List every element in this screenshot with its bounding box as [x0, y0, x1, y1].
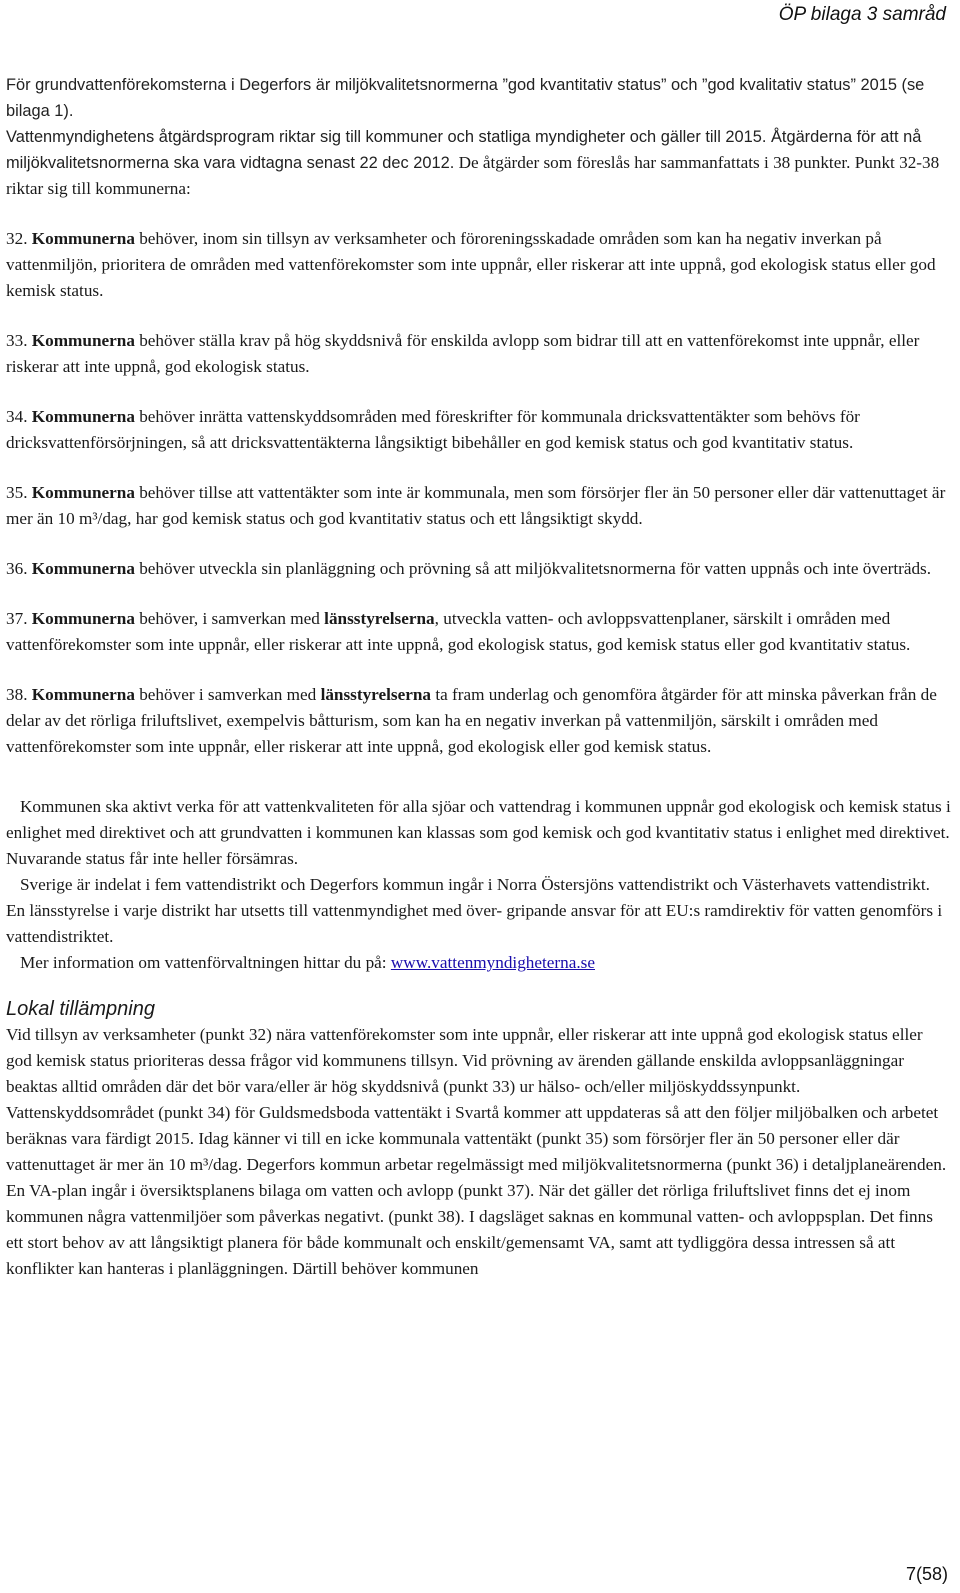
item-text: behöver tillse att vattentäkter som inte är kommunala, men som försörjer fler än 50 personer eller där vattenuttaget är mer än 10 m³/dag, har god kemisk status och god kvantitativ status och ett långsiktigt skydd.	[6, 483, 946, 528]
item-35	[6, 480, 952, 532]
body-paragraph-1: Kommunen ska aktivt verka för att vattenkvaliteten för alla sjöar och vattendrag i kommunen uppnår god ekologisk och kemisk status i enlighet med direktivet och att grundvatten i kommunen kan klassas som god kemisk och god kvantitativ status i enlighet med direktivet. Nuvarande status får inte heller försämras.	[6, 797, 951, 868]
item-actor: Kommunerna	[31, 559, 135, 578]
item-number: 36.	[6, 559, 28, 578]
section-heading: Lokal tillämpning	[6, 998, 155, 1020]
item-number: 38.	[6, 685, 28, 704]
item-37	[6, 606, 952, 658]
item-32	[6, 226, 952, 304]
item-text: behöver inrätta vattenskyddsområden med föreskrifter för kommunala dricksvattentäkter som behövs för dricksvattenförsörjningen, så att dricksvattentäkterna långsiktigt bibehåller en god kemisk status och god kvantitativ status.	[6, 407, 860, 452]
intro-paragraph-1: För grundvattenförekomsterna i Degerfors är miljökvalitetsnormerna ”god kvantitativ status” och ”god kvalitativ status” 2015 (se bilaga 1).	[6, 76, 925, 120]
item-text-cont: , utveckla vatten- och avloppsvattenplaner, särskilt i områden med vattenförekomster som inte uppnår, eller riskerar att inte uppnå, god ekologisk status, god kemisk status eller god kvantitativ status.	[6, 609, 911, 654]
item-text: behöver i samverkan med	[134, 685, 321, 704]
item-34	[6, 404, 952, 456]
item-number: 37.	[6, 609, 28, 628]
item-text: behöver utveckla sin planläggning och prövning så att miljökvalitetsnormerna för vatten uppnås och inte överträds.	[134, 559, 932, 578]
more-info-text: Mer information om vattenförvaltningen hittar du på:	[20, 953, 391, 972]
item-number: 35.	[6, 483, 28, 502]
body-paragraph-3	[6, 950, 952, 976]
item-actor: Kommunerna	[31, 685, 135, 704]
item-actor-secondary: länsstyrelserna	[324, 609, 435, 628]
page-number: 7(58)	[905, 1564, 948, 1584]
section-paragraph: Vid tillsyn av verksamheter (punkt 32) nära vattenförekomster som inte uppnår, eller riskerar att inte uppnå god ekologisk status eller god kemisk status prioriteras dessa frågor vid kommunens tillsyn. Vid prövning av ärenden gällande enskilda avloppsanläggningar beaktas alltid områden där det bör vara/eller är hög skyddsnivå (punkt 33) ur hälso- och/eller miljöskyddssynpunkt. Vattenskyddsområdet (punkt 34) för Guldsmedsboda vattentäkt i Svartå kommer att uppdateras så att den följer miljöbalken och arbetet beräknas vara färdigt 2015. Idag känner vi till en icke kommunala vattentäkt (punkt 35) som försörjer fler än 50 personer eller där vattenuttaget är mer än 10 m³/dag. Degerfors kommun arbetar regelmässigt med miljökvalitetsnormerna (punkt 36) i detaljplaneärenden. En VA-plan ingår i översiktsplanens bilaga om vatten och avlopp (punkt 37). När det gäller det rörliga friluftslivet finns det ej inom kommunen några vattenmiljöer som påverkas negativt. (punkt 38). I dagsläget saknas en kommunal vatten- och avloppsplan. Det finns ett stort behov av att långsiktigt planera för både kommunalt och enskilt/gemensamt VA, samt att tydliggöra dessa intressen så att konflikter kan hanteras i planläggningen. Därtill behöver kommunen	[6, 1025, 947, 1278]
item-actor: Kommunerna	[31, 331, 135, 350]
item-36	[6, 556, 952, 582]
item-number: 34.	[6, 407, 28, 426]
item-actor-secondary: länsstyrelserna	[320, 685, 432, 704]
document-header-title: ÖP bilaga 3 samråd	[778, 4, 946, 25]
item-actor: Kommunerna	[31, 609, 135, 628]
item-text: behöver, i samverkan med	[134, 609, 325, 628]
item-number: 32.	[6, 229, 28, 248]
item-actor: Kommunerna	[31, 229, 135, 248]
item-number: 33.	[6, 331, 28, 350]
item-actor: Kommunerna	[31, 407, 135, 426]
vattenmyndigheterna-link[interactable]: www.vattenmyndigheterna.se	[390, 953, 595, 972]
item-text: behöver, inom sin tillsyn av verksamheter och föroreningsskadade områden som kan ha negativ inverkan på vattenmiljön, prioritera de områden med vattenförekomster som inte uppnår, eller riskerar att inte uppnå, god ekologisk status eller god kemisk status.	[6, 229, 936, 300]
body-paragraph-2: Sverige är indelat i fem vattendistrikt och Degerfors kommun ingår i Norra Östersjöns vattendistrikt och Västerhavets vattendistrikt. En länsstyrelse i varje distrikt har utsetts till vattenmyndighet med över- gripande ansvar för att EU:s ramdirektiv för vatten genomförs i vattendistriktet.	[6, 875, 943, 946]
intro-paragraph-2	[6, 124, 952, 202]
item-33	[6, 328, 952, 380]
document-body	[6, 72, 952, 1282]
intro-paragraph-2-sans: Vattenmyndighetens åtgärdsprogram riktar sig till kommuner och statliga myndigheter och gäller till 2015. Åtgärderna för att nå miljökvalitetsnormerna ska vara vidtagna senast 22 dec 2012.	[6, 128, 922, 172]
intro-paragraph-2-serif: De åtgärder som föreslås har sammanfattats i 38 punkter. Punkt 32-38 riktar sig till kommunerna:	[6, 153, 940, 198]
item-text: behöver ställa krav på hög skyddsnivå för enskilda avlopp som bidrar till att en vattenförekomst inte uppnår, eller riskerar att inte uppnå, god ekologisk status.	[6, 331, 920, 376]
item-38	[6, 682, 952, 760]
item-actor: Kommunerna	[31, 483, 135, 502]
item-text-cont: ta fram underlag och genomföra åtgärder för att minska påverkan från de delar av det rörliga friluftslivet, exempelvis båtturism, som kan ha en negativ inverkan på vattenmiljön, särskilt i områden med vattenförekomster som inte uppnår, eller riskerar att inte uppnå, god ekologisk eller god kemisk status.	[6, 685, 937, 756]
